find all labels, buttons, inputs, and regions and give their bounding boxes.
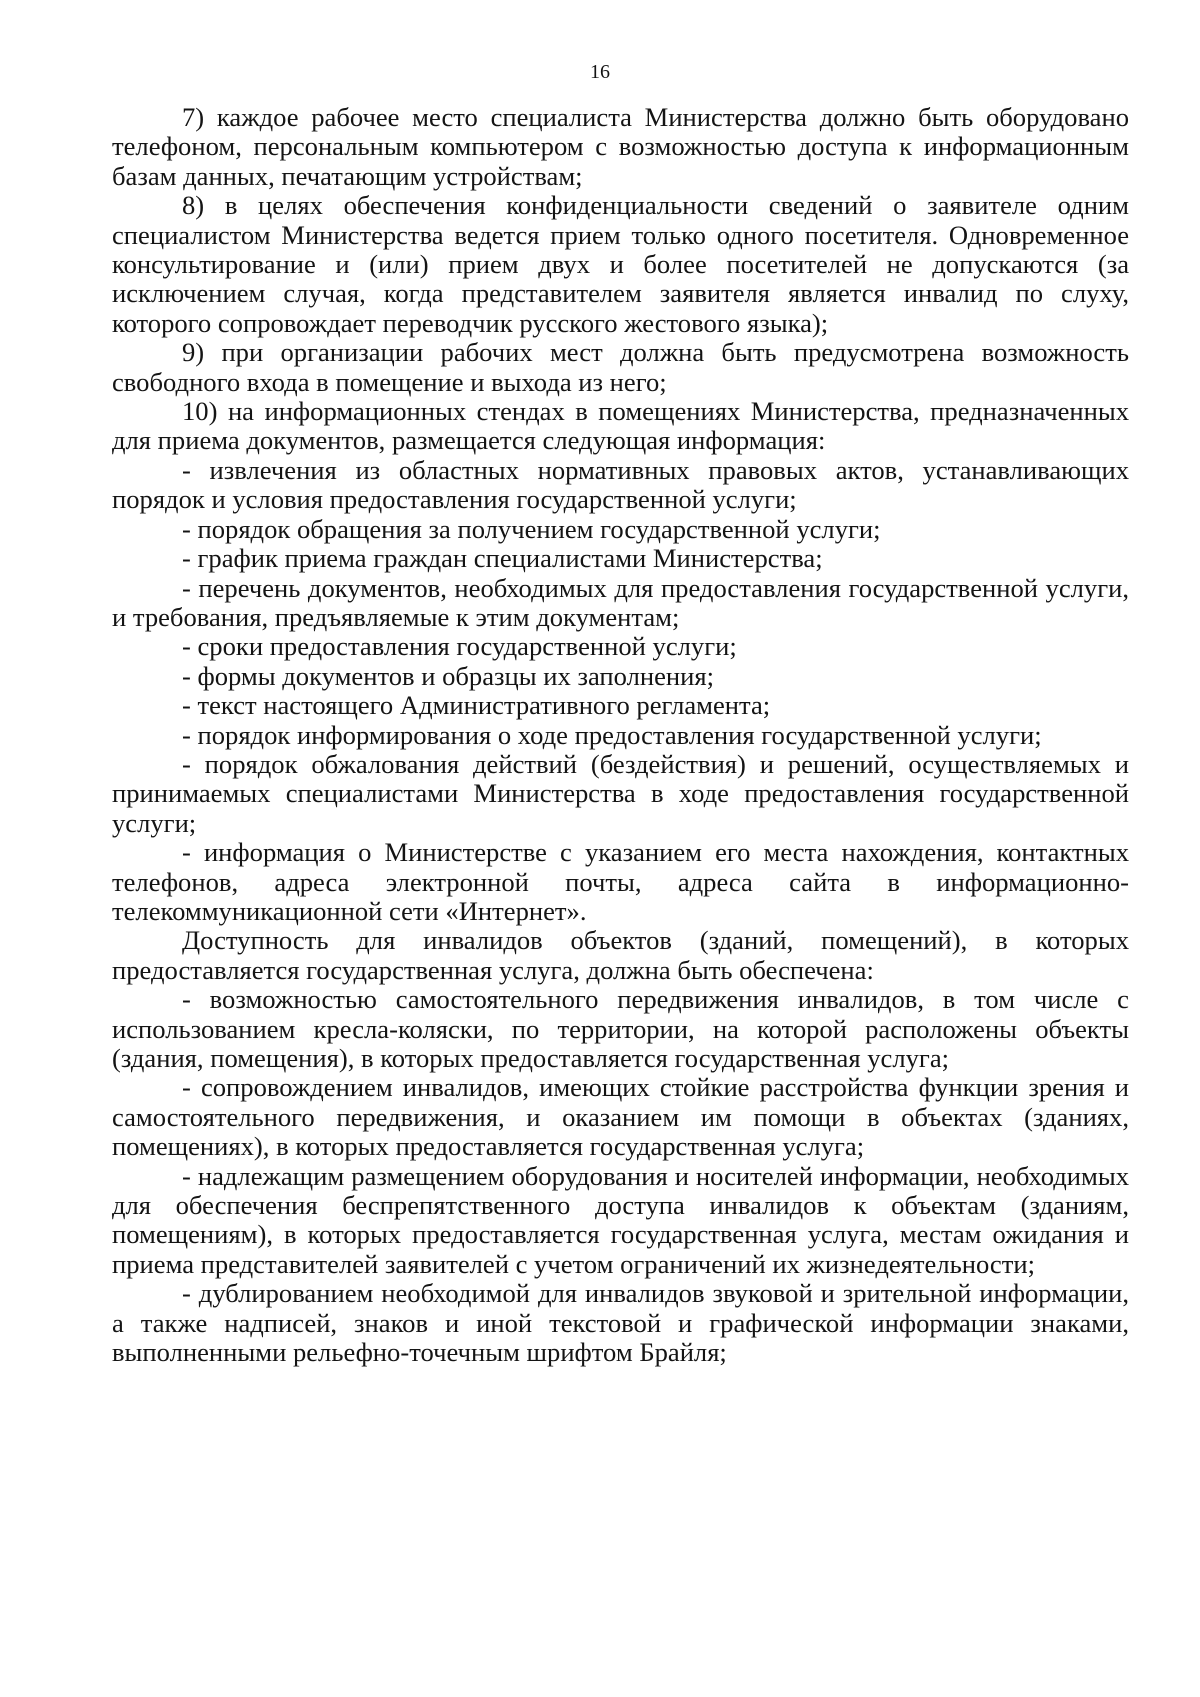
list-item-application-procedure: - порядок обращения за получением государственной услуги; [182, 513, 881, 544]
paragraph-item-10-information-stands: 10) на информационных стендах в помещениях Министерства, предназначенных для приема документов, размещается следующая информация: [112, 396, 1129, 456]
list-item-service-deadlines: - сроки предоставления государственной услуги; [182, 631, 737, 662]
list-item-appeal-procedure: - порядок обжалования действий (бездействия) и решений, осуществляемых и принимаемых специалистами Министерства в ходе предоставления государственной услуги; [112, 748, 1129, 838]
list-item-progress-information: - порядок информирования о ходе предоставления государственной услуги; [182, 719, 1042, 750]
list-item-ministry-contacts: - информация о Министерстве с указанием его места нахождения, контактных телефонов, адреса электронной почты, адреса сайта в информационно-телекоммуникационной сети «Интернет». [112, 837, 1129, 926]
list-item-regulation-text: - текст настоящего Административного регламента; [182, 690, 771, 721]
list-item-document-forms: - формы документов и образцы их заполнения; [182, 660, 714, 691]
list-item-braille-duplication: - дублированием необходимой для инвалидов звуковой и зрительной информации, а также надписей, знаков и иной текстовой и графической информации знаками, выполненными рельефно-точечным шрифтом Брайля; [112, 1278, 1129, 1368]
paragraph-accessibility-intro: Доступность для инвалидов объектов (зданий, помещений), в которых предоставляется государственная услуга, должна быть обеспечена: [112, 925, 1129, 985]
list-item-equipment-placement: - надлежащим размещением оборудования и носителей информации, необходимых для обеспечения беспрепятственного доступа инвалидов к объектам (зданиям, помещениям), в которых предоставляется государственная услуга, местам ожидания и приема представителей заявителей с учетом ограничений их жизнедеятельности; [112, 1160, 1129, 1279]
page-number: 16 [590, 61, 610, 83]
paragraph-item-7-workplace-equipment: 7) каждое рабочее место специалиста Министерства должно быть оборудовано телефоном, персональным компьютером с возможностью доступа к информационным базам данных, печатающим устройствам; [112, 102, 1129, 191]
document-body [112, 103, 1129, 1367]
list-item-escort-assistance: - сопровождением инвалидов, имеющих стойкие расстройства функции зрения и самостоятельного передвижения, и оказанием им помощи в объектах (зданиях, помещениях), в которых предоставляется государственная услуга; [112, 1072, 1129, 1162]
list-item-regulatory-acts: - извлечения из областных нормативных правовых актов, устанавливающих порядок и условия предоставления государственной услуги; [112, 454, 1129, 515]
list-item-independent-movement: - возможностью самостоятельного передвижения инвалидов, в том числе с использованием кресла-коляски, по территории, на которой расположены объекты (здания, помещения), в которых предоставляется государственная услуга; [112, 984, 1129, 1073]
list-item-required-documents: - перечень документов, необходимых для предоставления государственной услуги, и требования, предъявляемые к этим документам; [112, 572, 1129, 632]
list-item-reception-schedule: - график приема граждан специалистами Министерства; [182, 543, 823, 574]
paragraph-item-8-confidentiality: 8) в целях обеспечения конфиденциальности сведений о заявителе одним специалистом Министерства ведется прием только одного посетителя. Одновременное консультирование и (или) прием двух и более посетителей не допускаются (за исключением случая, когда представителем заявителя является инвалид по слуху, которого сопровождает переводчик русского жестового языка); [112, 190, 1129, 338]
paragraph-item-9-free-access: 9) при организации рабочих мест должна быть предусмотрена возможность свободного входа в помещение и выхода из него; [112, 337, 1129, 397]
